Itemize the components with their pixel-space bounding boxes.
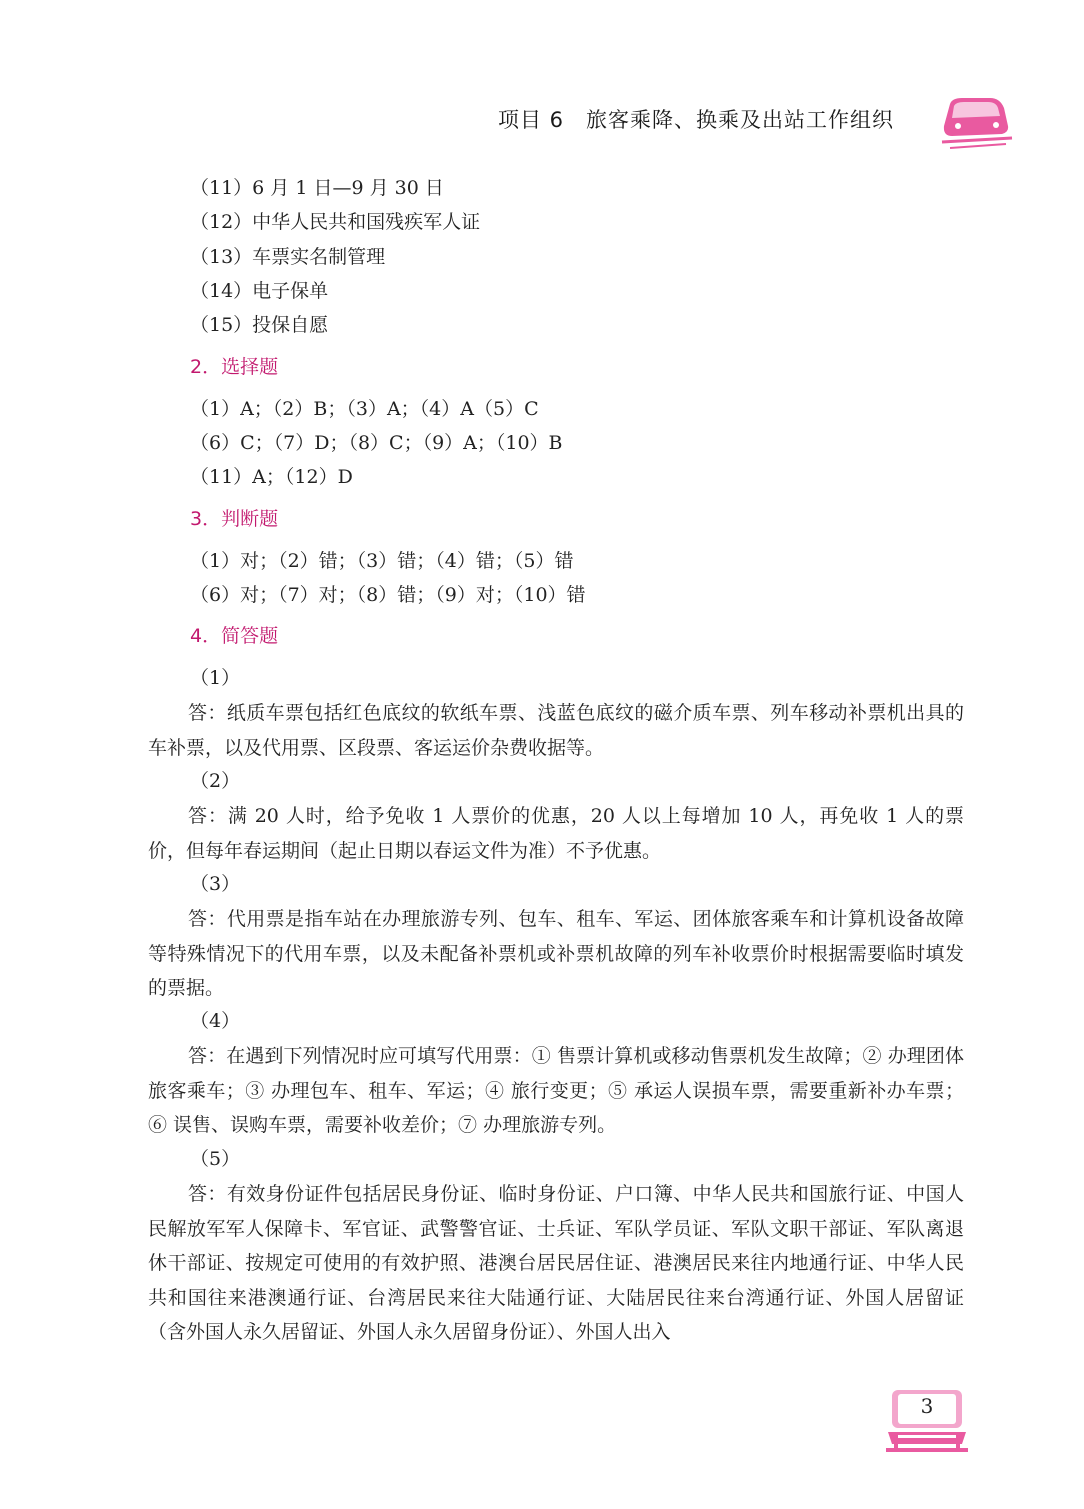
short-answer-3: 答：代用票是指车站在办理旅游专列、包车、租车、军运、团体旅客乘车和计算机设备故障等特殊情况下的代用车票，以及未配备补票机或补票机故障的列车补收票价时根据需要临时填发的票据。 [148,908,964,999]
short-answer-1: 答：纸质车票包括红色底纹的软纸车票、浅蓝色底纹的磁介质车票、列车移动补票机出具的车补票，以及代用票、区段票、客运运价杂费收据等。 [148,702,964,759]
judge-line-1: （1）对；（2）错；（3）错；（4）错；（5）错 [190,550,574,572]
short-answer-num-2: （2） [190,770,241,792]
short-answer-4: 答：在遇到下列情况时应可填写代用票：① 售票计算机或移动售票机发生故障；② 办理团体旅客乘车；③ 办理包车、租车、军运；④ 旅行变更；⑤ 承运人误损车票，需要重新补办车票；⑥ 误售、误购车票，需要补收差价；⑦ 办理旅游专列。 [148,1045,964,1136]
choice-line-1: （1）A；（2）B；（3）A；（4）A（5）C [190,398,539,420]
short-answer-num-4: （4） [190,1010,241,1032]
short-answer-5: 答：有效身份证件包括居民身份证、临时身份证、户口簿、中华人民共和国旅行证、中国人民解放军军人保障卡、军官证、武警警官证、士兵证、军队学员证、军队文职干部证、军队离退休干部证、按规定可使用的有效护照、港澳台居民居住证、港澳居民来往内地通行证、中华人民共和国往来港澳通行证、台湾居民来往大陆通行证、大陆居民往来台湾通行证、外国人居留证（含外国人永久居留证、外国人永久居留身份证）、外国人出入 [148,1183,964,1343]
fill-item-15: （15）投保自愿 [190,314,329,336]
train-logo-icon [940,92,1014,152]
choice-line-3: （11）A；（12）D [190,466,353,488]
short-answer-num-1: （1） [190,667,241,689]
fill-item-12: （12）中华人民共和国残疾军人证 [190,211,481,233]
short-answer-num-5: （5） [190,1148,241,1170]
fill-item-13: （13）车票实名制管理 [190,246,386,268]
choice-line-2: （6）C；（7）D；（8）C；（9）A；（10）B [190,432,563,454]
fill-item-11: （11）6 月 1 日—9 月 30 日 [190,177,444,199]
short-answer-heading: 4．简答题 [190,625,279,647]
chapter-title: 项目 6 旅客乘降、换乘及出站工作组织 [498,108,895,132]
page-number: 3 [920,1394,934,1418]
fill-item-14: （14）电子保单 [190,280,329,302]
judge-heading: 3．判断题 [190,508,279,530]
judge-line-2: （6）对；（7）对；（8）错；（9）对；（10）错 [190,584,586,606]
choice-heading: 2．选择题 [190,356,279,378]
short-answer-num-3: （3） [190,873,241,895]
short-answer-2: 答：满 20 人时，给予免收 1 人票价的优惠，20 人以上每增加 10 人，再免收 1 人的票价，但每年春运期间（起止日期以春运文件为准）不予优惠。 [148,805,964,862]
